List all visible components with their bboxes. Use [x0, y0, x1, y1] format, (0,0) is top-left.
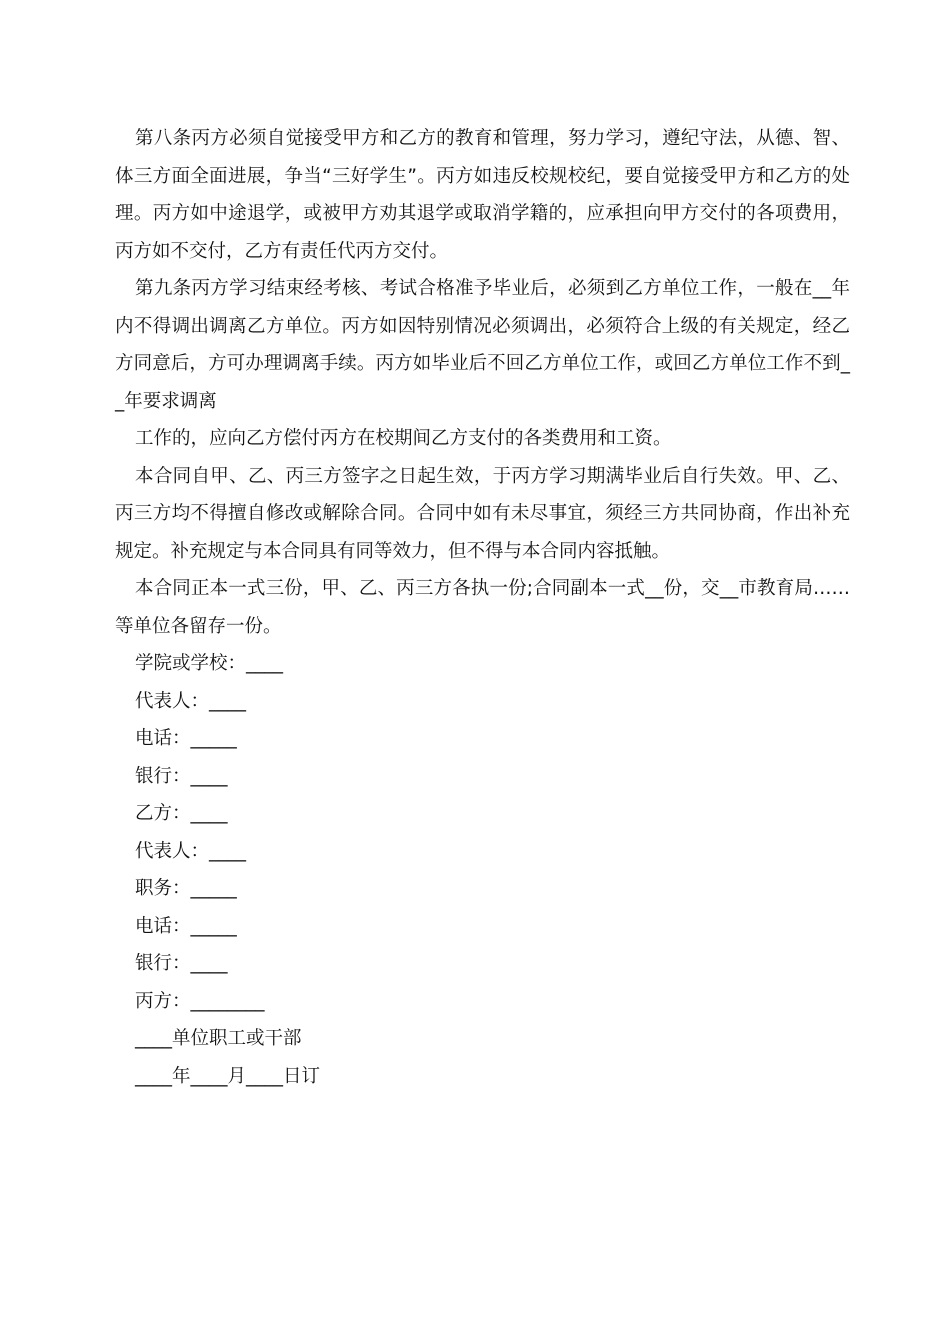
bank-a-line: 银行：____	[135, 765, 228, 787]
effectiveness-paragraph: 本合同自甲、乙、丙三方签字之日起生效，于丙方学习期满毕业后自行失效。甲、乙、丙三方均不得擅自修改或解除合同。合同中如有未尽事宜，须经三方共同协商，作出补充规定。补充规定与本合同具有同等效力，但不得与本合同内容抵触。	[115, 465, 850, 562]
signature-block	[115, 645, 850, 1095]
phone-b-line: 电话：_____	[135, 915, 237, 937]
unit-staff-line: ____单位职工或干部	[135, 1028, 302, 1049]
copies-paragraph: 本合同正本一式三份，甲、乙、丙三方各执一份;合同副本一式__份，交__市教育局……等单位各留存一份。	[115, 578, 850, 637]
school-line: 学院或学校：____	[135, 653, 284, 674]
representative-a-line: 代表人：____	[135, 690, 247, 712]
contract-page	[115, 120, 850, 1095]
date-line: ____年____月____日订	[135, 1065, 321, 1087]
party-b-line: 乙方：____	[135, 803, 228, 824]
position-b-line: 职务：_____	[135, 878, 237, 899]
article-8-paragraph: 第八条丙方必须自觉接受甲方和乙方的教育和管理，努力学习，遵纪守法，从德、智、体三方面全面进展，争当“三好学生”。丙方如违反校规校纪，要自觉接受甲方和乙方的处理。丙方如中途退学，或被甲方劝其退学或取消学籍的，应承担向甲方交付的各项费用，丙方如不交付，乙方有责任代丙方交付。	[115, 128, 850, 262]
compensation-paragraph: 工作的，应向乙方偿付丙方在校期间乙方支付的各类费用和工资。	[135, 428, 672, 449]
bank-b-line: 银行：____	[135, 953, 228, 974]
representative-b-line: 代表人：____	[135, 840, 247, 862]
party-c-line: 丙方：________	[135, 990, 265, 1012]
phone-a-line: 电话：_____	[135, 728, 237, 749]
article-9-paragraph: 第九条丙方学习结束经考核、考试合格准予毕业后，必须到乙方单位工作，一般在__年内不得调出调离乙方单位。丙方如因特别情况必须调出，必须符合上级的有关规定，经乙方同意后，方可办理调离手续。丙方如毕业后不回乙方单位工作，或回乙方单位工作不到__年要求调离	[115, 278, 850, 412]
